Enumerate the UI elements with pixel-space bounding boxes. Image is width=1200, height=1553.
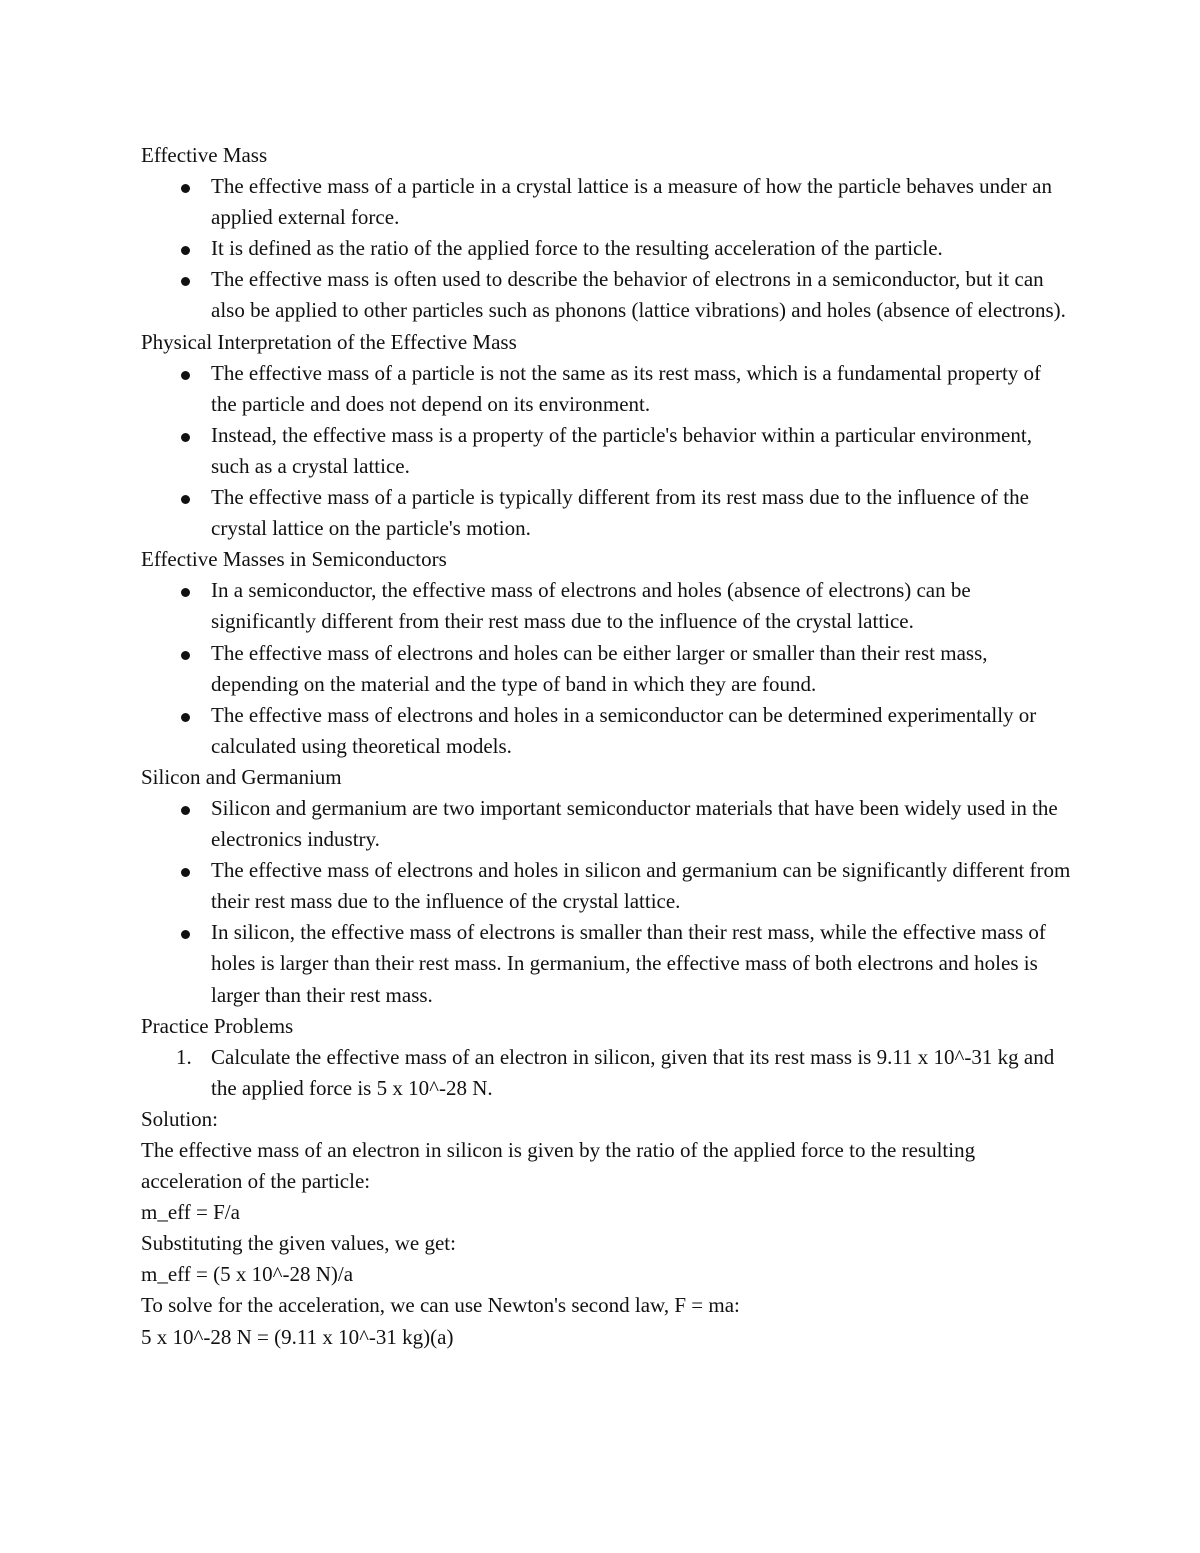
bullet-list xyxy=(141,358,1071,545)
bullet-icon xyxy=(181,713,190,722)
bullet-item xyxy=(141,700,1071,762)
bullet-text: It is defined as the ratio of the applied force to the resulting acceleration of the particle. xyxy=(211,236,943,261)
bullet-item xyxy=(141,793,1071,855)
bullet-text: The effective mass of a particle is not the same as its rest mass, which is a fundamental property of the particle and does not depend on its environment. xyxy=(211,360,1042,416)
bullet-item xyxy=(141,482,1071,544)
bullet-text: The effective mass of a particle is typically different from its rest mass due to the influence of the crystal lattice on the particle's motion. xyxy=(211,485,1029,541)
solution-text: The effective mass of an electron in silicon is given by the ratio of the applied force to the resulting acceleration of the particle: xyxy=(141,1138,976,1194)
problem-number: 1. xyxy=(176,1044,192,1069)
bullet-icon xyxy=(181,930,190,939)
bullet-icon xyxy=(181,371,190,380)
bullet-item xyxy=(141,575,1071,637)
bullet-text: The effective mass is often used to describe the behavior of electrons in a semiconductor, but it can also be applied to other particles such as phonons (lattice vibrations) and holes (absence of electrons). xyxy=(211,267,1066,323)
bullet-icon xyxy=(181,588,190,597)
bullet-text: The effective mass of a particle in a crystal lattice is a measure of how the particle behaves under an applied external force. xyxy=(211,174,1052,230)
bullet-icon xyxy=(181,868,190,877)
section-heading: Practice Problems xyxy=(141,1013,294,1038)
bullet-item xyxy=(141,420,1071,482)
bullet-item xyxy=(141,233,1071,264)
problem-list xyxy=(141,1042,1071,1104)
bullet-icon xyxy=(181,651,190,660)
solution-label: Solution: xyxy=(141,1106,219,1131)
bullet-item xyxy=(141,171,1071,233)
document-page xyxy=(141,140,1071,1353)
bullet-text: Instead, the effective mass is a property of the particle's behavior within a particular environment, such as a crystal lattice. xyxy=(211,422,1032,478)
section-semiconductors xyxy=(141,544,1071,762)
section-heading: Effective Masses in Semiconductors xyxy=(141,547,447,572)
bullet-icon xyxy=(181,433,190,442)
section-heading: Physical Interpretation of the Effective Mass xyxy=(141,329,517,354)
bullet-item xyxy=(141,358,1071,420)
section-effective-mass xyxy=(141,140,1071,327)
solution-text: To solve for the acceleration, we can use Newton's second law, F = ma: xyxy=(141,1293,740,1318)
bullet-icon xyxy=(181,806,190,815)
solution-formula: m_eff = (5 x 10^-28 N)/a xyxy=(141,1262,354,1287)
bullet-text: The effective mass of electrons and holes in silicon and germanium can be significantly different from their rest mass due to the influence of the crystal lattice. xyxy=(211,858,1071,914)
bullet-icon xyxy=(181,495,190,504)
solution-formula: 5 x 10^-28 N = (9.11 x 10^-31 kg)(a) xyxy=(141,1324,454,1349)
bullet-item xyxy=(141,638,1071,700)
section-silicon-germanium xyxy=(141,762,1071,1011)
bullet-icon xyxy=(181,246,190,255)
solution-formula: m_eff = F/a xyxy=(141,1200,240,1225)
problem-text: Calculate the effective mass of an electron in silicon, given that its rest mass is 9.11 x 10^-31 kg and the applied force is 5 x 10^-28 N. xyxy=(211,1044,1055,1100)
bullet-item xyxy=(141,917,1071,1010)
section-heading: Silicon and Germanium xyxy=(141,764,342,789)
bullet-text: In a semiconductor, the effective mass of electrons and holes (absence of electrons) can be significantly different from their rest mass due to the influence of the crystal lattice. xyxy=(211,578,971,634)
bullet-text: The effective mass of electrons and holes in a semiconductor can be determined experimentally or calculated using theoretical models. xyxy=(211,702,1037,758)
bullet-list xyxy=(141,793,1071,1011)
bullet-list xyxy=(141,171,1071,326)
section-heading: Effective Mass xyxy=(141,143,268,167)
section-physical-interpretation xyxy=(141,327,1071,545)
bullet-text: Silicon and germanium are two important semiconductor materials that have been widely used in the electronics industry. xyxy=(211,795,1058,852)
bullet-item xyxy=(141,264,1071,326)
bullet-text: The effective mass of electrons and holes can be either larger or smaller than their rest mass, depending on the material and the type of band in which they are found. xyxy=(211,640,988,696)
bullet-icon xyxy=(181,277,190,286)
bullet-list xyxy=(141,575,1071,762)
bullet-item xyxy=(141,855,1071,917)
bullet-text: In silicon, the effective mass of electrons is smaller than their rest mass, while the effective mass of holes is larger than their rest mass. In germanium, the effective mass of both electrons and holes is larger than their rest mass. xyxy=(211,920,1046,1007)
section-practice-problems xyxy=(141,1011,1071,1353)
solution-text: Substituting the given values, we get: xyxy=(141,1231,456,1256)
problem-item xyxy=(141,1042,1071,1104)
bullet-icon xyxy=(181,184,190,193)
